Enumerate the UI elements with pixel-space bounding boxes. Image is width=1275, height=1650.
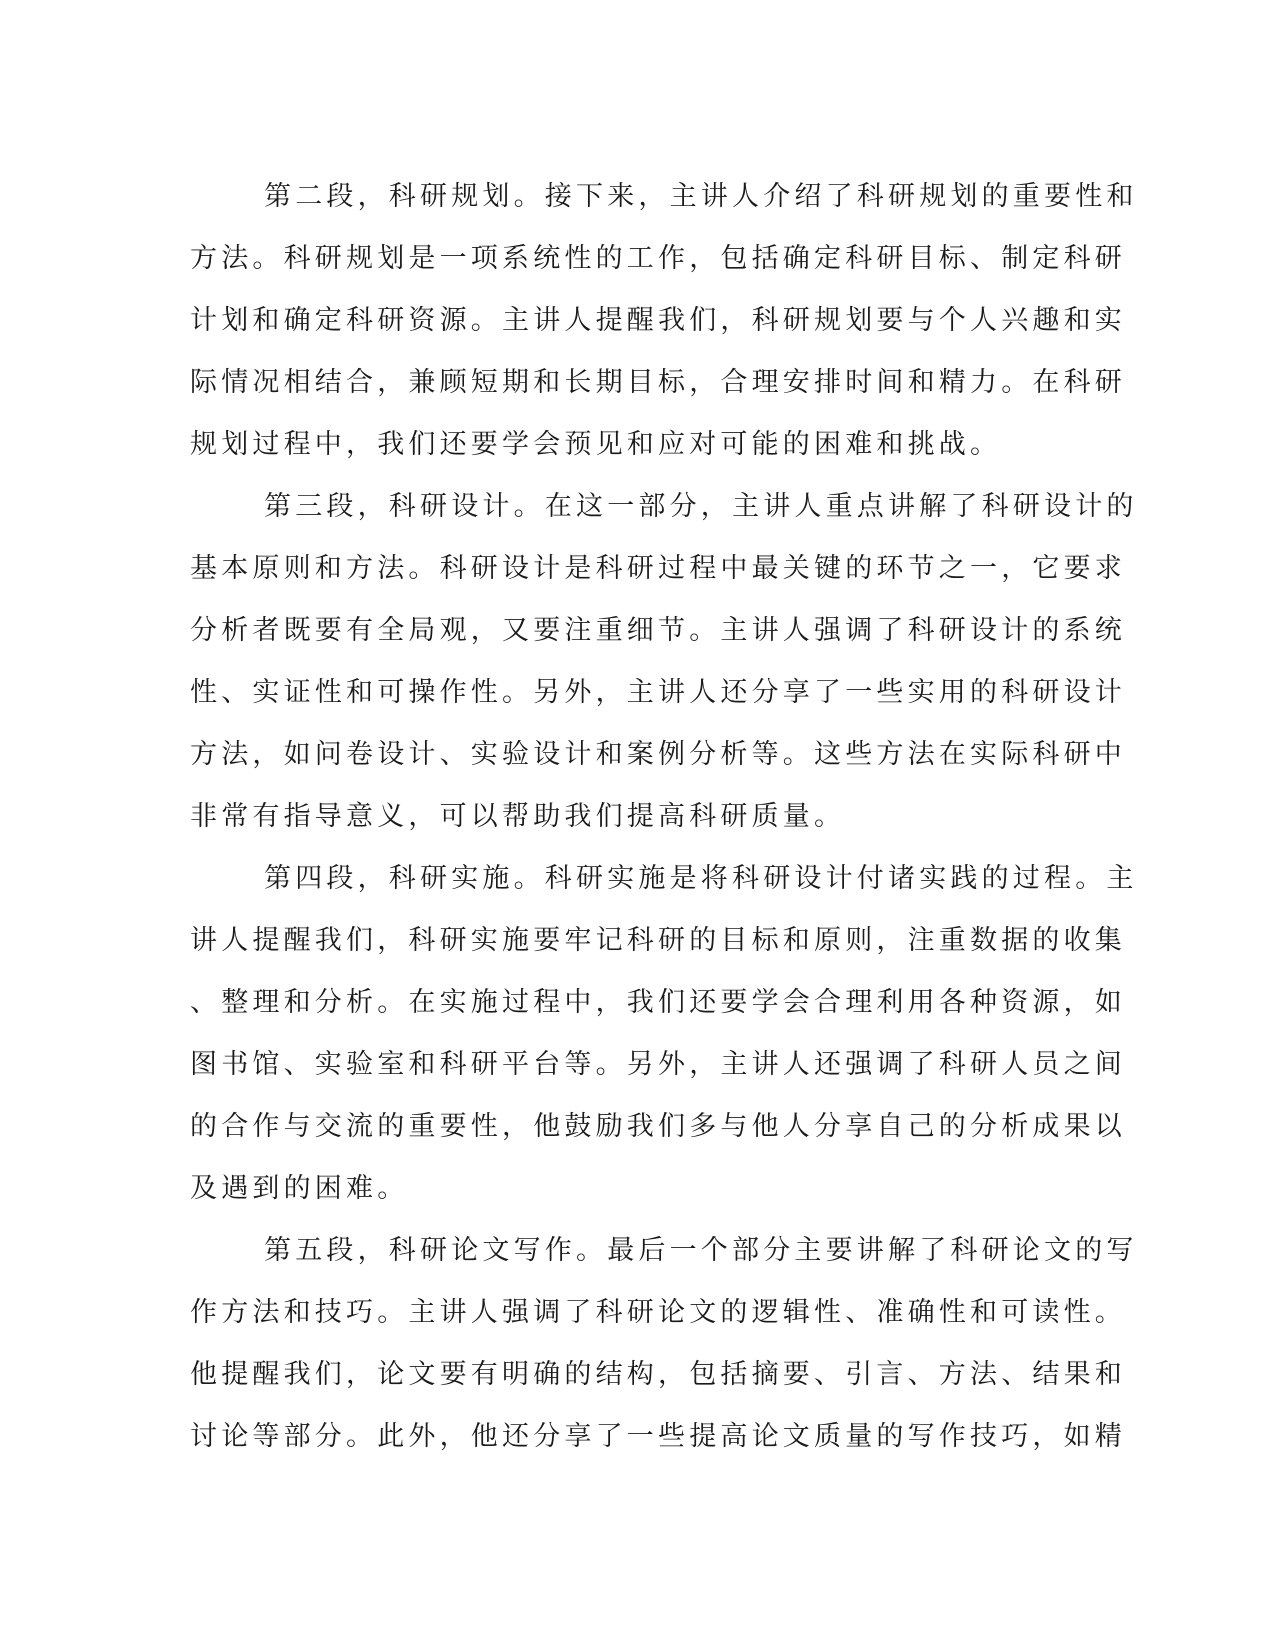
paragraph-line: 规划过程中，我们还要学会预见和应对可能的困难和挑战。 <box>190 429 1002 460</box>
paragraph-line: 第三段，科研设计。在这一部分，主讲人重点讲解了科研设计的 <box>264 491 1138 522</box>
paragraph-line: 第二段，科研规划。接下来，主讲人介绍了科研规划的重要性和 <box>264 181 1138 212</box>
paragraph-paper-writing <box>190 1220 1138 1468</box>
paragraph-line: 讲人提醒我们，科研实施要牢记科研的目标和原则，注重数据的收集 <box>190 925 1126 956</box>
paragraph-line: 分析者既要有全局观，又要注重细节。主讲人强调了科研设计的系统 <box>190 615 1126 646</box>
paragraph-line: 方法。科研规划是一项系统性的工作，包括确定科研目标、制定科研 <box>190 243 1126 274</box>
paragraph-line: 图书馆、实验室和科研平台等。另外，主讲人还强调了科研人员之间 <box>190 1049 1126 1080</box>
paragraph-line: 基本原则和方法。科研设计是科研过程中最关键的环节之一，它要求 <box>190 553 1126 584</box>
paragraph-research-implementation <box>190 848 1138 1220</box>
paragraph-line: 讨论等部分。此外，他还分享了一些提高论文质量的写作技巧，如精 <box>190 1421 1126 1452</box>
paragraph-line: 的合作与交流的重要性，他鼓励我们多与他人分享自己的分析成果以 <box>190 1111 1126 1142</box>
paragraph-line: 作方法和技巧。主讲人强调了科研论文的逻辑性、准确性和可读性。 <box>190 1297 1126 1328</box>
paragraph-line: 及遇到的困难。 <box>190 1173 409 1204</box>
paragraph-research-planning <box>190 166 1138 476</box>
paragraph-line: 方法，如问卷设计、实验设计和案例分析等。这些方法在实际科研中 <box>190 739 1126 770</box>
paragraph-line: 计划和确定科研资源。主讲人提醒我们，科研规划要与个人兴趣和实 <box>190 305 1126 336</box>
paragraph-research-design <box>190 476 1138 848</box>
paragraph-line: 、整理和分析。在实施过程中，我们还要学会合理利用各种资源，如 <box>190 987 1126 1018</box>
paragraph-line: 第五段，科研论文写作。最后一个部分主要讲解了科研论文的写 <box>264 1235 1138 1266</box>
paragraph-line: 非常有指导意义，可以帮助我们提高科研质量。 <box>190 801 846 832</box>
paragraph-line: 第四段，科研实施。科研实施是将科研设计付诸实践的过程。主 <box>264 863 1138 894</box>
paragraph-line: 性、实证性和可操作性。另外，主讲人还分享了一些实用的科研设计 <box>190 677 1126 708</box>
document-body <box>190 166 1138 1468</box>
paragraph-line: 他提醒我们，论文要有明确的结构，包括摘要、引言、方法、结果和 <box>190 1359 1126 1390</box>
paragraph-line: 际情况相结合，兼顾短期和长期目标，合理安排时间和精力。在科研 <box>190 367 1126 398</box>
